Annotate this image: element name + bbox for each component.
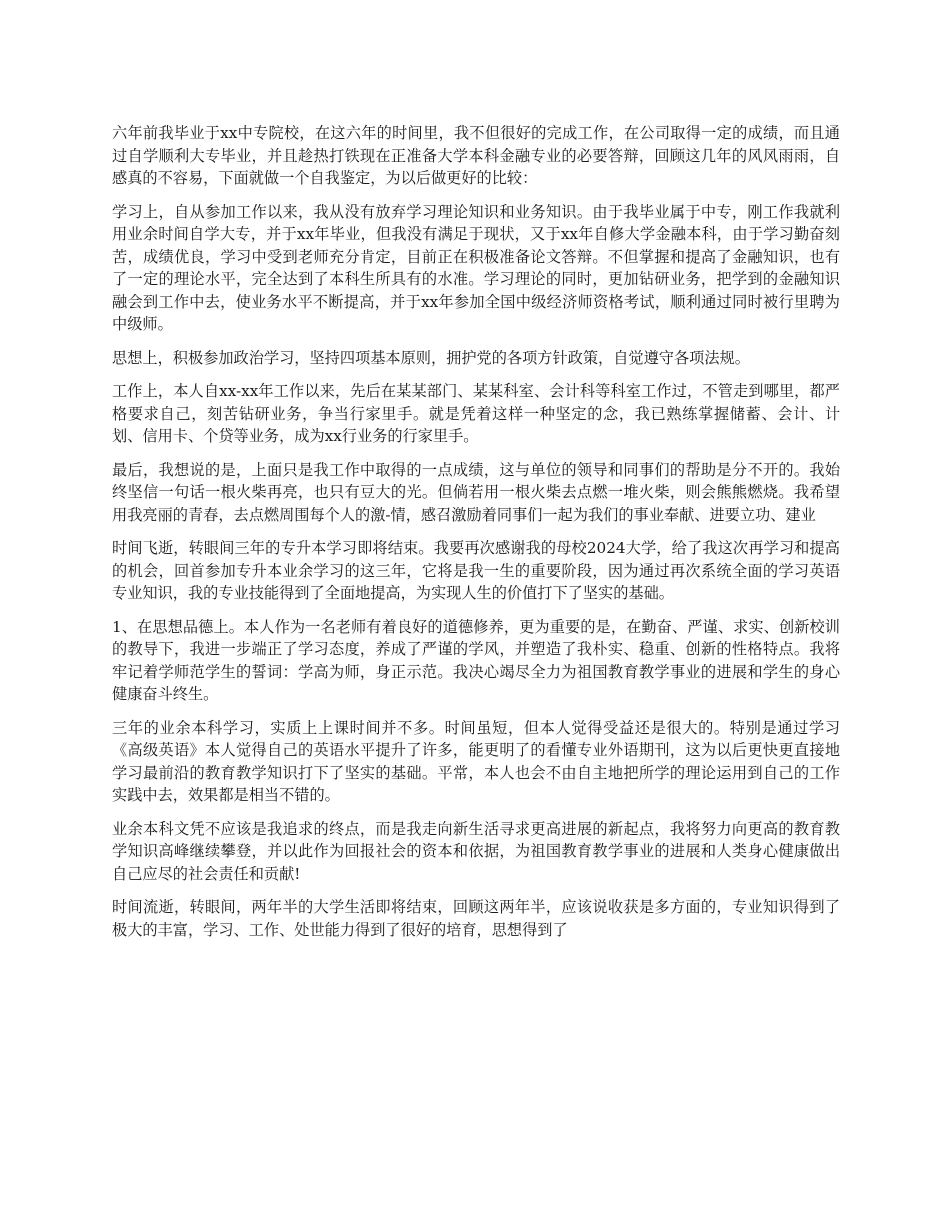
document-body bbox=[112, 122, 840, 952]
paragraph-6: 时间飞逝，转眼间三年的专升本学习即将结束。我要再次感谢我的母校2024大学，给了我这次再学习和提高的机会，回首参加专升本业余学习的这三年，它将是我一生的重要阶段，因为通过再次系统全面的学习英语专业知识，我的专业技能得到了全面地提高，为实现人生的价值打下了坚实的基础。 bbox=[112, 539, 840, 602]
paragraph-5: 最后，我想说的是，上面只是我工作中取得的一点成绩，这与单位的领导和同事们的帮助是分不开的。我始终坚信一句话一根火柴再亮，也只有豆大的光。但倘若用一根火柴去点燃一堆火柴，则会熊熊燃烧。我希望用我亮丽的青春，去点燃周围每个人的激-情，感召激励着同事们一起为我们的事业奉献、进要立功、建业 bbox=[112, 460, 840, 524]
paragraph-9: 业余本科文凭不应该是我追求的终点，而是我走向新生活寻求更高进展的新起点，我将努力向更高的教育教学知识高峰继续攀登，并以此作为回报社会的资本和依据，为祖国教育教学事业的进展和人类身心健康做出自己应尽的社会责任和贡献! bbox=[112, 819, 840, 883]
paragraph-1: 六年前我毕业于xx中专院校，在这六年的时间里，我不但很好的完成工作，在公司取得一定的成绩，而且通过自学顺利大专毕业，并且趁热打铁现在正准备大学本科金融专业的必要答辩，回顾这几年的风风雨雨，自感真的不容易，下面就做一个自我鉴定，为以后做更好的比较： bbox=[112, 124, 840, 187]
paragraph-10: 时间流逝，转眼间，两年半的大学生活即将结束，回顾这两年半，应该说收获是多方面的，专业知识得到了极大的丰富，学习、工作、处世能力得到了很好的培育，思想得到了 bbox=[112, 898, 840, 939]
paragraph-4: 工作上，本人自xx-xx年工作以来，先后在某某部门、某某科室、会计科等科室工作过，不管走到哪里，都严格要求自己，刻苦钻研业务，争当行家里手。就是凭着这样一种坚定的念，我已熟练掌握储蓄、会计、计划、信用卡、个贷等业务，成为xx行业务的行家里手。 bbox=[112, 382, 840, 445]
paragraph-8: 三年的业余本科学习，实质上上课时间并不多。时间虽短，但本人觉得受益还是很大的。特别是通过学习《高级英语》本人觉得自己的英语水平提升了许多，能更明了的看懂专业外语期刊，这为以后更快更直接地学习最前沿的教育教学知识打下了坚实的基础。平常，本人也会不由自主地把所学的理论运用到自己的工作实践中去，效果都是相当不错的。 bbox=[112, 718, 840, 804]
paragraph-7: 1、在思想品德上。本人作为一名老师有着良好的道德修养，更为重要的是，在勤奋、严谨、求实、创新校训的教导下，我进一步端正了学习态度，养成了严谨的学风，并塑造了我朴实、稳重、创新的性格特点。我将牢记着学师范学生的誓词：学高为师，身正示范。我决心竭尽全力为祖国教育教学事业的进展和学生的身心健康奋斗终生。 bbox=[112, 617, 840, 703]
paragraph-2: 学习上，自从参加工作以来，我从没有放弃学习理论知识和业务知识。由于我毕业属于中专，刚工作我就利用业余时间自学大专，并于xx年毕业，但我没有满足于现状，又于xx年自修大学金融本科，由于学习勤奋刻苦，成绩优良，学习中受到老师充分肯定，目前正在积极准备论文答辩。不但掌握和提高了金融知识，也有了一定的理论水平，完全达到了本科生所具有的水准。学习理论的同时，更加钻研业务，把学到的金融知识融会到工作中去，使业务水平不断提高，并于xx年参加全国中级经济师资格考试，顺利通过同时被行里聘为中级师。 bbox=[112, 202, 840, 333]
paragraph-3: 思想上，积极参加政治学习，坚持四项基本原则，拥护党的各项方针政策，自觉遵守各项法规。 bbox=[112, 348, 750, 367]
